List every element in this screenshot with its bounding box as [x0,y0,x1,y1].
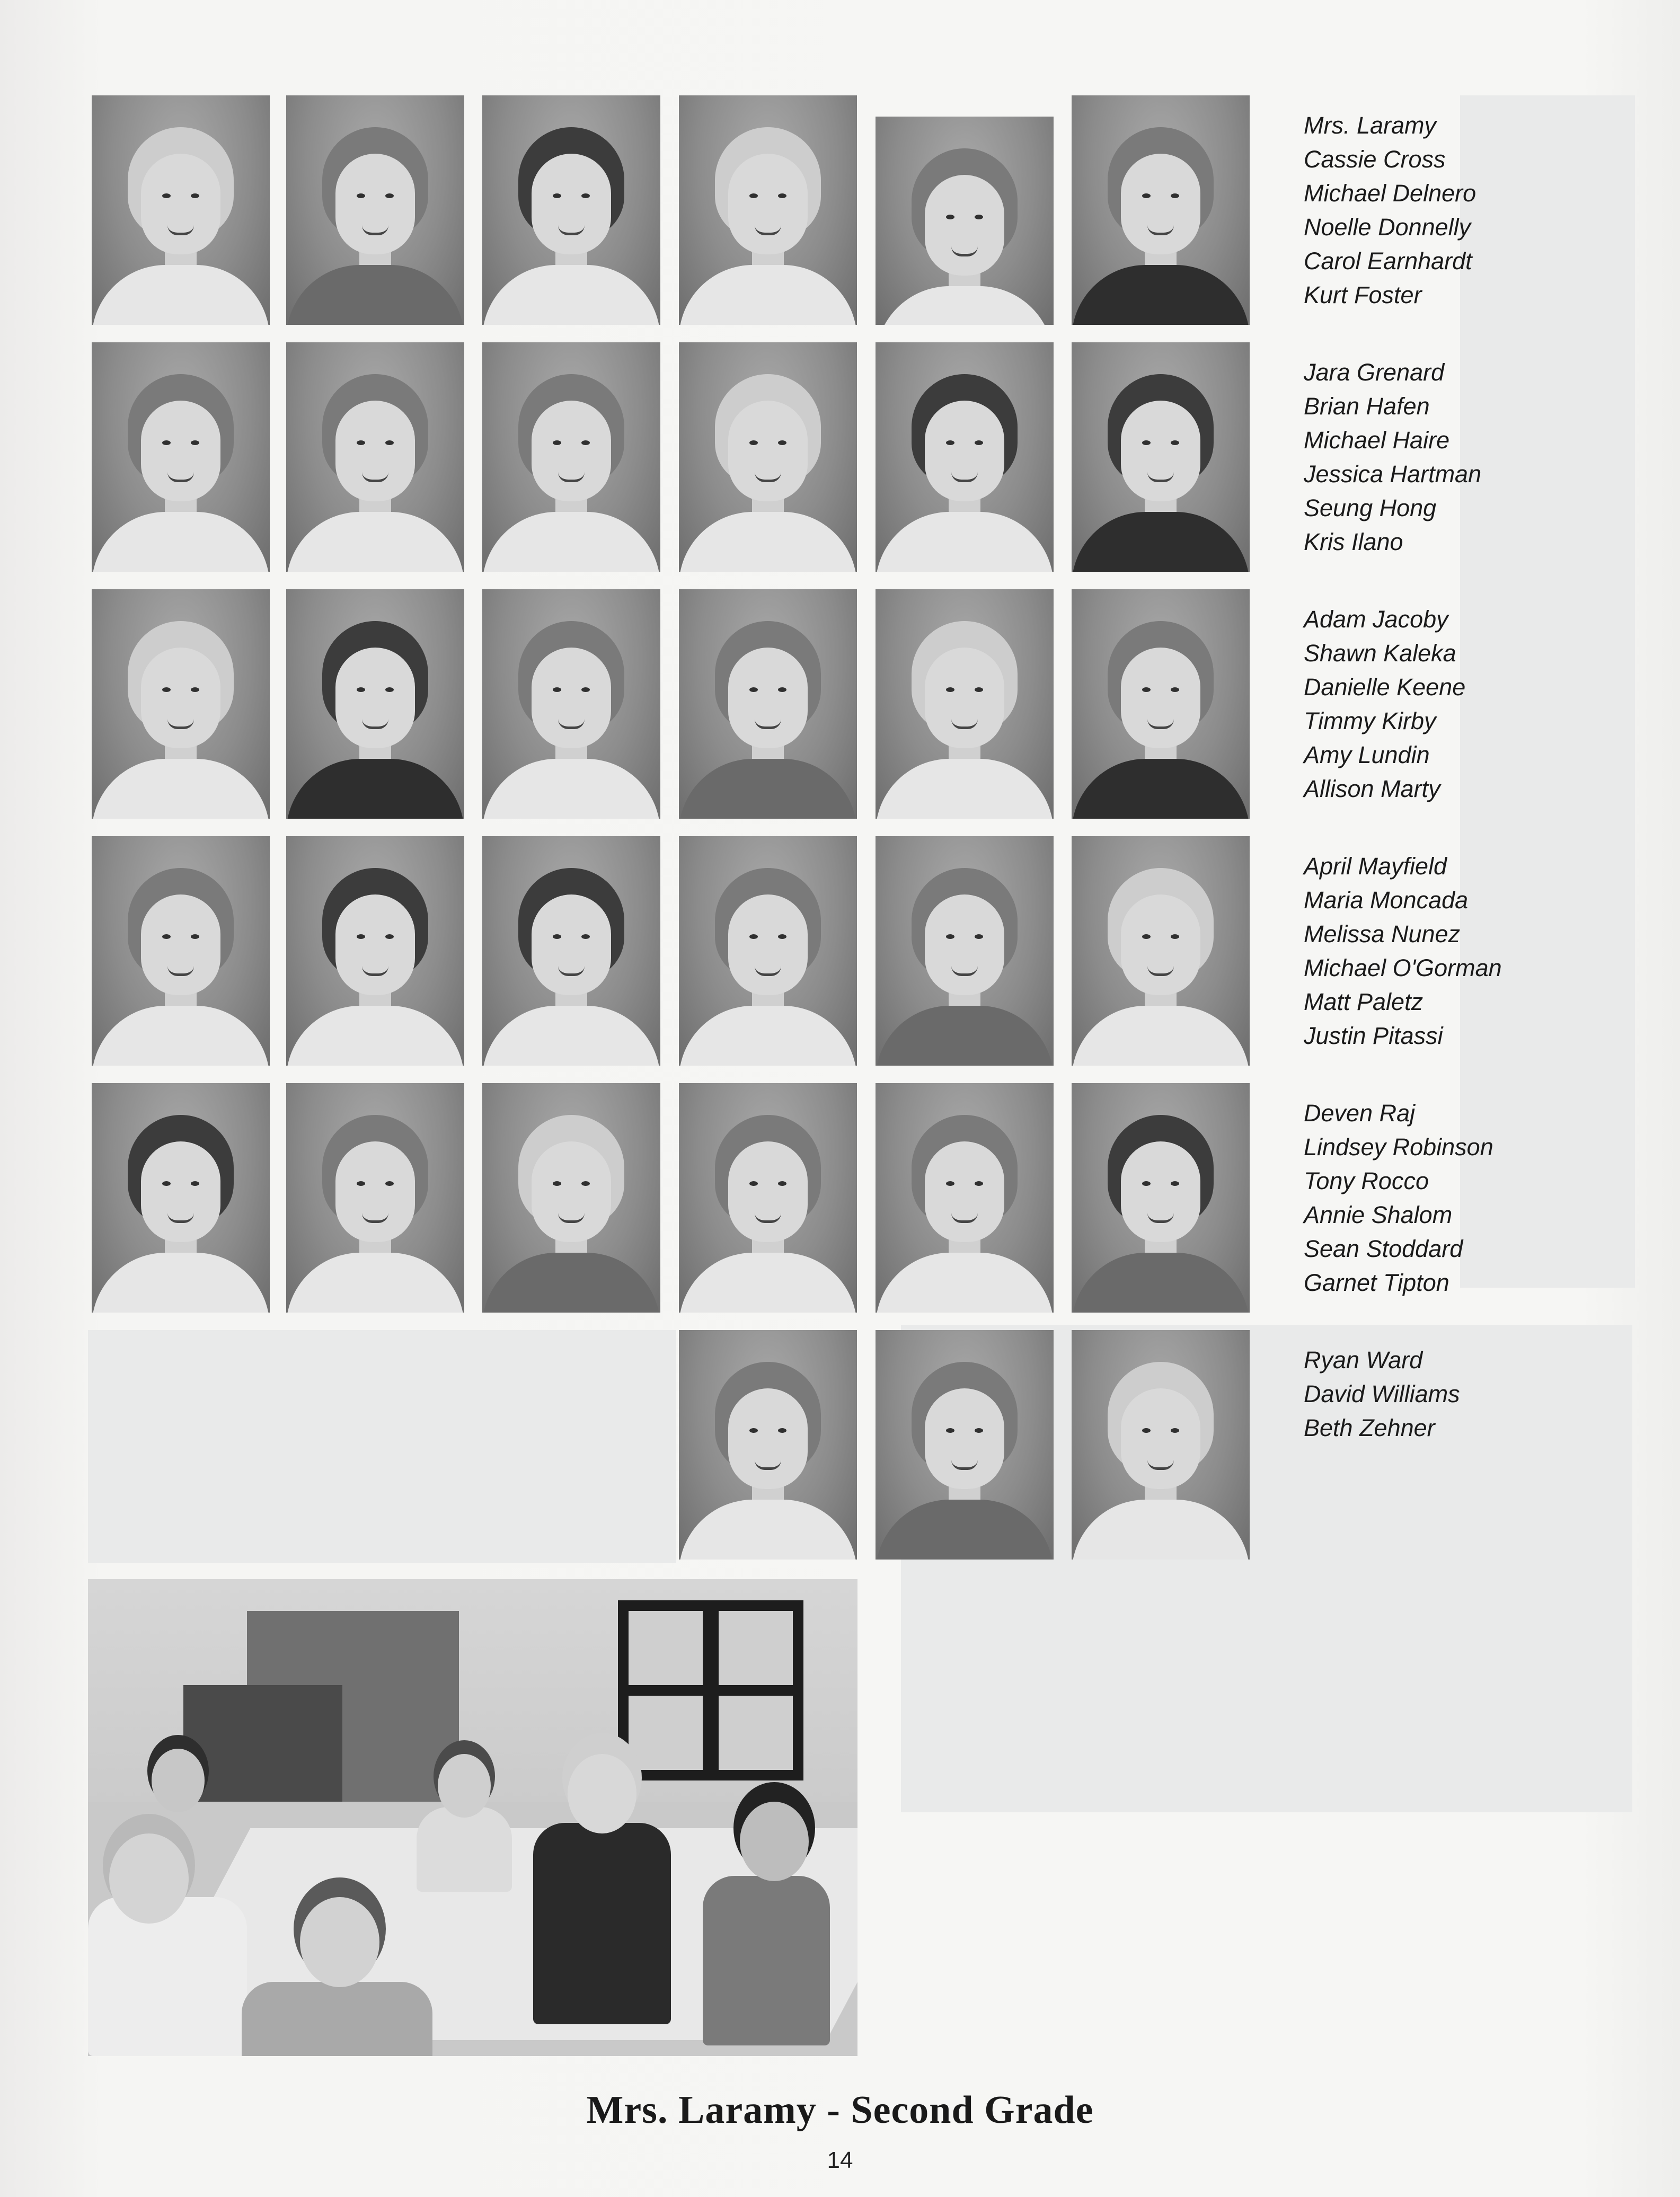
shirt-shape [286,1006,464,1066]
student-name: Ryan Ward [1304,1346,1423,1374]
shirt-shape [92,1253,270,1313]
classroom-photo [88,1579,857,2056]
student-portrait [286,836,464,1066]
student-name: Beth Zehner [1304,1414,1435,1441]
shirt-shape [1072,265,1250,325]
student-portrait [92,589,270,819]
face-shape [335,648,415,748]
student-name: Melissa Nunez [1304,920,1461,947]
eye-r-shape [975,687,983,692]
student-name: April Mayfield [1304,853,1447,880]
eye-l-shape [162,193,171,198]
face-shape [532,154,611,254]
eye-r-shape [191,687,199,692]
eye-r-shape [778,687,786,692]
eye-l-shape [1142,1181,1151,1186]
face-shape [728,648,808,748]
face-shape [1121,154,1200,254]
eye-l-shape [749,193,758,198]
eye-l-shape [357,934,365,939]
child-head [438,1754,491,1818]
eye-r-shape [975,1428,983,1433]
eye-r-shape [385,1181,394,1186]
eye-r-shape [975,440,983,445]
student-portrait [876,1083,1054,1313]
student-portrait [92,1083,270,1313]
shirt-shape [1072,759,1250,819]
face-shape [141,154,220,254]
shirt-shape [482,1006,660,1066]
teacher-figure [533,1823,671,2024]
eye-r-shape [778,440,786,445]
eye-r-shape [975,215,983,219]
shirt-shape [876,286,1054,325]
student-portrait [679,589,857,819]
face-shape [925,1388,1004,1489]
eye-r-shape [778,1428,786,1433]
child-head [740,1802,809,1881]
eye-r-shape [581,687,590,692]
face-shape [728,894,808,995]
shirt-shape [679,265,857,325]
student-name: Noelle Donnelly [1304,214,1471,241]
shirt-shape [482,1253,660,1313]
student-name: Garnet Tipton [1304,1269,1449,1296]
student-portrait [1072,589,1250,819]
student-portrait [679,1330,857,1560]
eye-l-shape [162,687,171,692]
eye-l-shape [1142,1428,1151,1433]
shirt-shape [876,1253,1054,1313]
window-frame [618,1600,803,1780]
face-shape [728,1141,808,1242]
shirt-shape [482,265,660,325]
eye-l-shape [357,193,365,198]
student-name: Kurt Foster [1304,281,1422,308]
face-shape [335,1141,415,1242]
student-name: Carol Earnhardt [1304,247,1472,274]
student-portrait [876,836,1054,1066]
student-name: Danielle Keene [1304,674,1466,701]
student-portrait [92,95,270,325]
student-name: Michael Delnero [1304,180,1476,207]
eye-l-shape [553,193,561,198]
eye-r-shape [1171,193,1179,198]
page-title: Mrs. Laramy - Second Grade [586,2088,1094,2132]
shirt-shape [679,1006,857,1066]
child-head [152,1749,205,1812]
face-shape [335,401,415,501]
student-portrait [482,589,660,819]
student-portrait [679,1083,857,1313]
student-portrait [286,1083,464,1313]
face-shape [532,401,611,501]
eye-l-shape [1142,193,1151,198]
student-portrait [876,589,1054,819]
student-name: Adam Jacoby [1304,606,1448,633]
face-shape [141,1141,220,1242]
eye-r-shape [581,934,590,939]
eye-r-shape [975,934,983,939]
face-shape [1121,401,1200,501]
student-name: Maria Moncada [1304,887,1469,914]
eye-l-shape [553,687,561,692]
face-shape [728,154,808,254]
student-name: Seung Hong [1304,494,1437,521]
shirt-shape [92,759,270,819]
student-name: Lindsey Robinson [1304,1133,1493,1160]
student-name: Amy Lundin [1304,741,1430,768]
student-portrait [876,117,1054,325]
eye-l-shape [357,687,365,692]
eye-r-shape [191,440,199,445]
student-portrait [1072,1330,1250,1560]
student-name: Michael O'Gorman [1304,954,1502,981]
eye-r-shape [191,1181,199,1186]
face-shape [532,894,611,995]
name-list-row-5 [1304,1096,1569,1300]
shirt-shape [482,512,660,572]
name-list-row-4 [1304,849,1569,1053]
child-figure [417,1807,512,1892]
eye-r-shape [581,440,590,445]
face-shape [1121,1388,1200,1489]
face-shape [141,648,220,748]
eye-r-shape [191,934,199,939]
student-portrait [1072,95,1250,325]
teacher-head [568,1754,636,1833]
face-shape [728,1388,808,1489]
eye-l-shape [1142,440,1151,445]
student-name: Shawn Kaleka [1304,640,1456,667]
eye-r-shape [1171,687,1179,692]
student-name: Tony Rocco [1304,1167,1429,1194]
bleed-through-block [88,1330,676,1563]
face-shape [925,175,1004,276]
shirt-shape [1072,1006,1250,1066]
face-shape [141,401,220,501]
eye-l-shape [553,1181,561,1186]
eye-r-shape [191,193,199,198]
student-portrait [482,342,660,572]
face-shape [141,894,220,995]
eye-r-shape [778,193,786,198]
eye-r-shape [385,193,394,198]
student-portrait [1072,342,1250,572]
student-portrait [1072,836,1250,1066]
student-portrait [679,95,857,325]
shirt-shape [679,512,857,572]
eye-r-shape [778,1181,786,1186]
student-portrait [1072,1083,1250,1313]
eye-l-shape [162,440,171,445]
shirt-shape [876,1500,1054,1560]
eye-l-shape [749,934,758,939]
student-portrait [876,342,1054,572]
student-portrait [92,836,270,1066]
name-list-row-6 [1304,1343,1569,1445]
face-shape [532,648,611,748]
shirt-shape [286,265,464,325]
eye-r-shape [1171,934,1179,939]
eye-l-shape [749,1181,758,1186]
student-name: Brian Hafen [1304,393,1430,420]
student-name: Michael Haire [1304,427,1450,454]
student-portrait [92,342,270,572]
eye-l-shape [553,934,561,939]
student-name: David Williams [1304,1380,1460,1407]
shirt-shape [1072,1253,1250,1313]
shirt-shape [679,759,857,819]
eye-r-shape [581,1181,590,1186]
eye-l-shape [946,687,954,692]
face-shape [335,894,415,995]
shirt-shape [876,759,1054,819]
student-name: Mrs. Laramy [1304,112,1437,139]
face-shape [925,648,1004,748]
student-portrait [286,589,464,819]
eye-l-shape [357,440,365,445]
face-shape [1121,648,1200,748]
student-name: Kris Ilano [1304,528,1403,555]
eye-l-shape [1142,687,1151,692]
shirt-shape [286,512,464,572]
eye-r-shape [1171,1181,1179,1186]
shirt-shape [679,1253,857,1313]
name-list-row-1 [1304,109,1569,312]
eye-l-shape [946,215,954,219]
child-head [300,1897,379,1987]
eye-r-shape [975,1181,983,1186]
shirt-shape [876,1006,1054,1066]
face-shape [728,401,808,501]
eye-r-shape [385,440,394,445]
eye-r-shape [385,687,394,692]
student-name: Jara Grenard [1304,359,1445,386]
shirt-shape [876,512,1054,572]
shirt-shape [1072,512,1250,572]
face-shape [1121,894,1200,995]
face-shape [925,401,1004,501]
eye-l-shape [357,1181,365,1186]
student-portrait [482,1083,660,1313]
face-shape [532,1141,611,1242]
child-head [109,1833,189,1924]
name-list-row-3 [1304,603,1569,806]
student-name: Timmy Kirby [1304,707,1436,734]
student-portrait [482,836,660,1066]
eye-l-shape [749,1428,758,1433]
student-name: Justin Pitassi [1304,1022,1443,1049]
student-name: Annie Shalom [1304,1201,1453,1228]
child-figure [88,1897,247,2056]
eye-r-shape [385,934,394,939]
student-name: Matt Paletz [1304,988,1423,1015]
eye-r-shape [1171,1428,1179,1433]
shirt-shape [92,1006,270,1066]
face-shape [925,894,1004,995]
eye-l-shape [162,1181,171,1186]
eye-l-shape [946,440,954,445]
page-number: 14 [827,2147,853,2173]
shirt-shape [92,265,270,325]
face-shape [335,154,415,254]
student-name: Cassie Cross [1304,146,1446,173]
name-list-row-2 [1304,356,1569,559]
student-portrait [679,342,857,572]
student-name: Allison Marty [1304,775,1440,802]
student-portrait [876,1330,1054,1560]
eye-l-shape [1142,934,1151,939]
student-name: Jessica Hartman [1304,460,1482,488]
child-figure [703,1876,830,2045]
shirt-shape [286,1253,464,1313]
eye-l-shape [946,1428,954,1433]
face-shape [925,1141,1004,1242]
student-name: Sean Stoddard [1304,1235,1463,1262]
student-portrait [679,836,857,1066]
face-shape [1121,1141,1200,1242]
student-portrait [286,342,464,572]
storage-bins [183,1685,342,1802]
student-name: Deven Raj [1304,1100,1416,1127]
shirt-shape [679,1500,857,1560]
eye-l-shape [946,1181,954,1186]
eye-l-shape [749,687,758,692]
eye-l-shape [162,934,171,939]
eye-l-shape [946,934,954,939]
student-portrait [286,95,464,325]
shirt-shape [92,512,270,572]
eye-l-shape [553,440,561,445]
shirt-shape [482,759,660,819]
eye-l-shape [749,440,758,445]
eye-r-shape [581,193,590,198]
eye-r-shape [1171,440,1179,445]
eye-r-shape [778,934,786,939]
shirt-shape [1072,1500,1250,1560]
shirt-shape [286,759,464,819]
student-portrait [482,95,660,325]
child-figure [242,1982,432,2056]
